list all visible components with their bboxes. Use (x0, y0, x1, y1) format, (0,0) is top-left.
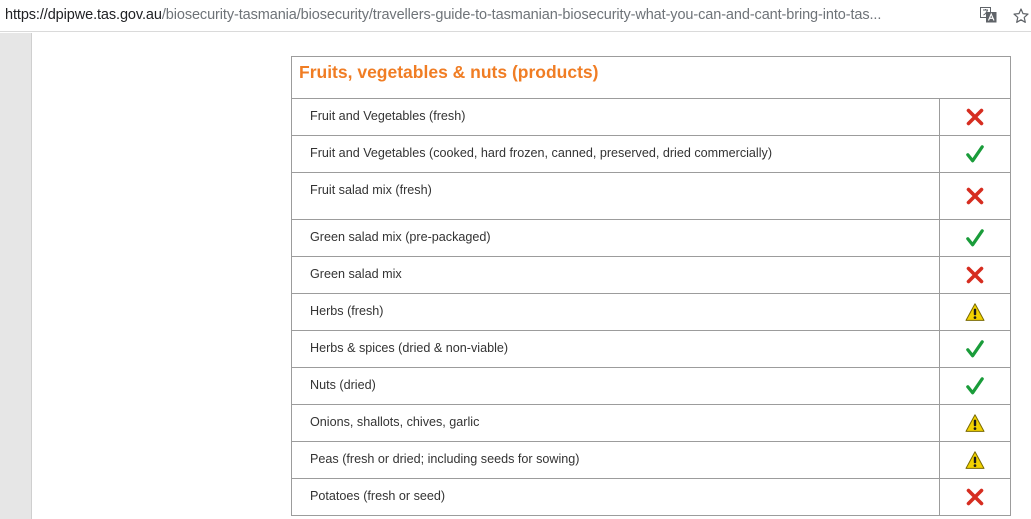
item-label: Peas (fresh or dried; including seeds for sowing) (292, 442, 940, 479)
table-row (292, 99, 1011, 136)
item-label: Nuts (dried) (292, 368, 940, 405)
biosecurity-table (291, 56, 1011, 516)
item-label: Fruit and Vegetables (cooked, hard frozen, canned, preserved, dried commercially) (292, 136, 940, 173)
url-text[interactable] (5, 6, 967, 24)
red-cross-icon (965, 265, 985, 285)
bookmark-star-icon[interactable] (1012, 5, 1030, 25)
status-cell (940, 331, 1011, 368)
status-cell (940, 257, 1011, 294)
status-cell (940, 442, 1011, 479)
green-check-icon (965, 144, 985, 164)
status-cell (940, 368, 1011, 405)
warning-triangle-icon (965, 450, 985, 470)
status-cell (940, 136, 1011, 173)
address-bar[interactable] (0, 0, 1031, 32)
table-row (292, 479, 1011, 516)
status-cell (940, 173, 1011, 220)
red-cross-icon (965, 186, 985, 206)
table-title-cell (292, 57, 1011, 99)
page-left-margin (0, 33, 32, 519)
table-row (292, 220, 1011, 257)
warning-triangle-icon (965, 302, 985, 322)
status-cell (940, 294, 1011, 331)
item-label: Herbs & spices (dried & non-viable) (292, 331, 940, 368)
item-label: Fruit and Vegetables (fresh) (292, 99, 940, 136)
status-cell (940, 99, 1011, 136)
table-row (292, 294, 1011, 331)
table-row (292, 257, 1011, 294)
url-path: /biosecurity-tasmania/biosecurity/travellers-guide-to-tasmanian-biosecurity-what-you-can-and-cant-bring-into-tas... (161, 7, 882, 23)
status-cell (940, 405, 1011, 442)
warning-triangle-icon (965, 413, 985, 433)
status-cell (940, 220, 1011, 257)
status-cell (940, 479, 1011, 516)
red-cross-icon (965, 487, 985, 507)
translate-icon[interactable] (980, 7, 997, 23)
green-check-icon (965, 376, 985, 396)
table-row (292, 442, 1011, 479)
red-cross-icon (965, 107, 985, 127)
item-label: Onions, shallots, chives, garlic (292, 405, 940, 442)
item-label: Fruit salad mix (fresh) (292, 173, 940, 220)
table-row (292, 368, 1011, 405)
item-label: Herbs (fresh) (292, 294, 940, 331)
item-label: Green salad mix (292, 257, 940, 294)
green-check-icon (965, 228, 985, 248)
table-row (292, 173, 1011, 220)
table-row (292, 405, 1011, 442)
green-check-icon (965, 339, 985, 359)
url-host: https://dpipwe.tas.gov.au (5, 7, 162, 23)
item-label: Green salad mix (pre-packaged) (292, 220, 940, 257)
item-label: Potatoes (fresh or seed) (292, 479, 940, 516)
table-title: Fruits, vegetables & nuts (products) (299, 62, 599, 82)
table-row (292, 331, 1011, 368)
table-row (292, 136, 1011, 173)
